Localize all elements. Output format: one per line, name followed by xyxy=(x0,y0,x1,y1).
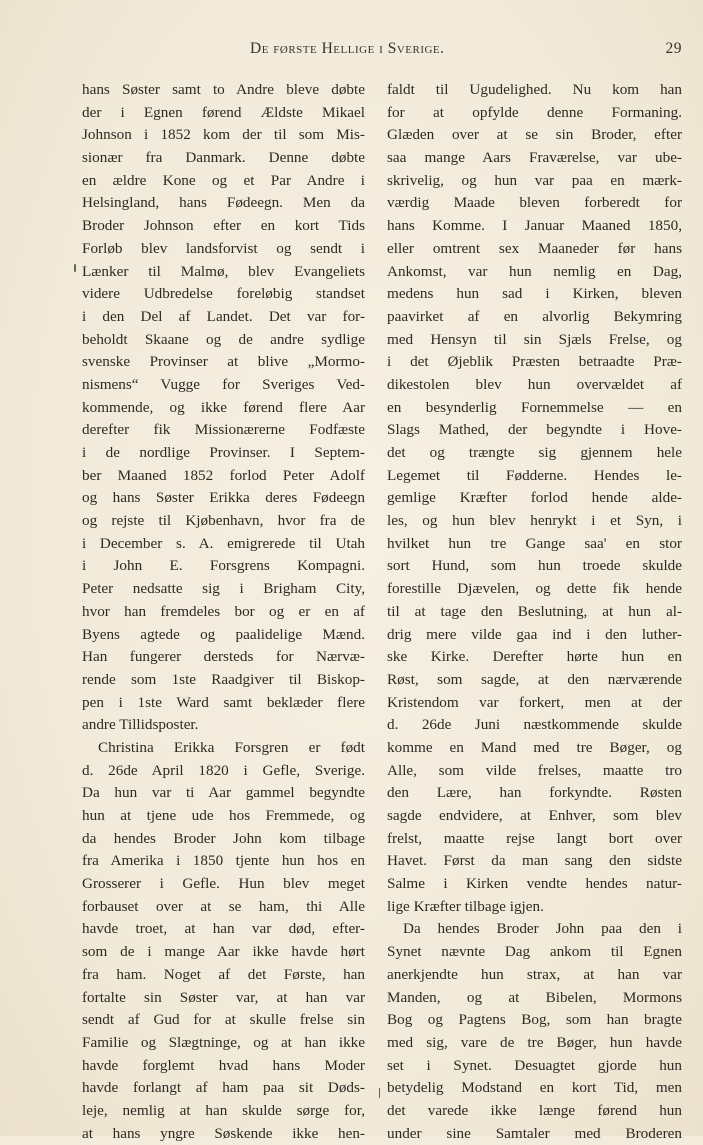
text-line: under sine Samtaler med Broderen xyxy=(387,1124,682,1142)
text-line: gemlige Kræfter forlod hende alde- xyxy=(387,489,682,507)
text-line: værdig Maade bleven forberedt for xyxy=(387,194,682,212)
text-line: og rejste til Kjøbenhavn, hvor fra de xyxy=(82,512,365,530)
margin-mark xyxy=(379,1088,380,1098)
text-line: les, og hun blev henrykt i et Syn, i xyxy=(387,512,682,530)
text-line: hvor han fremdeles bor og er en af xyxy=(82,602,365,620)
text-line: Slags Mathed, der begyndte i Hove- xyxy=(387,421,682,439)
text-line: frelst, maatte rejse langt bort over xyxy=(387,829,682,847)
text-line: dikestolen blev hun overvældet af xyxy=(387,375,682,393)
text-line: svenske Provinser at blive „Mormo- xyxy=(82,353,365,371)
text-line: hvilket hun tre Gange saa' en stor xyxy=(387,534,682,552)
text-line: en ældre Kone og et Par Andre i xyxy=(82,171,365,189)
text-line: pen i 1ste Ward samt beklæder flere xyxy=(82,693,365,711)
text-line: hans Søster samt to Andre bleve døbte xyxy=(82,81,365,98)
text-line: Havet. Først da man sang den sidste xyxy=(387,852,682,870)
text-line: med Hensyn til sin Sjæls Frelse, og xyxy=(387,330,682,348)
text-line: havde forlangt af ham paa sit Døds- xyxy=(82,1079,365,1097)
text-line: Johnson i 1852 kom der til som Mis- xyxy=(82,126,365,144)
text-line: Salme i Kirken vendte hendes natur- xyxy=(387,875,682,893)
text-line: der i Egnen førend Ældste Mikael xyxy=(82,103,365,121)
text-line: derefter fik Missionærerne Fodfæste xyxy=(82,421,365,439)
text-line: ske Kirke. Derefter hørte hun en xyxy=(387,648,682,666)
text-line: Røst, som sagde, at den nærværende xyxy=(387,670,682,688)
text-line: Han fungerer dersteds for Nærvæ- xyxy=(82,648,365,666)
text-line: set i Synet. Desuagtet gjorde hun xyxy=(387,1056,682,1074)
text-line: faldt til Ugudelighed. Nu kom han xyxy=(387,81,682,98)
text-line: havde troet, at han var død, efter- xyxy=(82,920,365,938)
text-line: sort Hund, som hun troede skulde xyxy=(387,557,682,575)
text-line: d. 26de Juni næstkommende skulde xyxy=(387,716,682,734)
text-line: Kristendom var forkert, men at der xyxy=(387,693,682,711)
page-number: 29 xyxy=(665,40,682,57)
text-line: hun at tjene ude hos Fremmede, og xyxy=(82,807,365,824)
text-line: leje, nemlig at han skulde sørge for, xyxy=(82,1101,365,1119)
text-line: skrivelig, og hun var paa en mærk- xyxy=(387,171,682,189)
text-line: Broder Johnson efter en kort Tids xyxy=(82,217,365,235)
text-line: betydelig Modstand en kort Tid, men xyxy=(387,1079,682,1097)
text-line: havde forglemt hvad hans Moder xyxy=(82,1056,365,1074)
text-line: kommende, og ikke førend flere Aar xyxy=(82,398,365,416)
text-line: i de nordlige Provinser. I Septem- xyxy=(82,444,365,461)
text-line: at hans yngre Søskende ikke hen- xyxy=(82,1124,365,1142)
text-line: paavirket af en alvorlig Bekymring xyxy=(387,307,682,325)
text-line: Alle, som vilde frelses, maatte tro xyxy=(387,761,682,779)
text-line: komme en Mand med tre Bøger, og xyxy=(387,738,682,756)
text-line: en besynderlig Fornemmelse — en xyxy=(387,398,682,416)
text-line: forestille Djævelen, og dette fik hende xyxy=(387,580,682,598)
text-line: saa mange Aars Fraværelse, var ube- xyxy=(387,149,682,167)
text-line: nismens“ Vugge for Sveriges Ved- xyxy=(82,375,365,393)
text-line: d. 26de April 1820 i Gefle, Sverige. xyxy=(82,761,365,779)
text-line: det varede ikke længe førend hun xyxy=(387,1101,682,1119)
right-text-column xyxy=(387,79,682,1145)
text-line: Glæden over at se sin Broder, efter xyxy=(387,126,682,144)
text-line: Grosserer i Gefle. Hun blev meget xyxy=(82,875,365,893)
text-line: den Lære, han forkyndte. Røsten xyxy=(387,784,682,802)
header-title: De første Hellige i Sverige. xyxy=(250,40,445,57)
text-line: Da hendes Broder John paa den i xyxy=(403,920,682,938)
text-line: som de i mange Aar ikke havde hørt xyxy=(82,943,365,961)
text-line: eller omtrent sex Maaneder før hans xyxy=(387,239,682,257)
text-line: forbauset over at se ham, thi Alle xyxy=(82,897,365,915)
text-line: Da hun var ti Aar gammel begyndte xyxy=(82,784,365,802)
text-line: sionær fra Danmark. Denne døbte xyxy=(82,149,365,167)
text-line: Synet nævnte Dag ankom til Egnen xyxy=(387,943,682,961)
text-line: i John E. Forsgrens Kompagni. xyxy=(82,557,365,575)
text-line: fra Amerika i 1850 tjente hun hos en xyxy=(82,852,365,870)
margin-mark xyxy=(74,264,76,272)
text-line: Helsingland, hans Fødeegn. Men da xyxy=(82,194,365,212)
running-header xyxy=(250,40,682,62)
text-line: drig mere vilde gaa ind i den luther- xyxy=(387,625,682,643)
text-line: i December s. A. emigrerede til Utah xyxy=(82,534,365,552)
text-line: det og trængte sig gjennem hele xyxy=(387,444,682,461)
text-line: med sig, vare de tre Bøger, hun havde xyxy=(387,1033,682,1051)
text-line: Familie og Slægtninge, og at han ikke xyxy=(82,1033,365,1051)
text-line: Forløb blev landsforvist og sendt i xyxy=(82,239,365,257)
text-line: Ankomst, var hun nemlig en Dag, xyxy=(387,262,682,280)
text-line: Christina Erikka Forsgren er født xyxy=(98,738,365,756)
text-line: rende som 1ste Raadgiver til Biskop- xyxy=(82,670,365,688)
text-line: medens hun sad i Kirken, bleven xyxy=(387,285,682,303)
text-line: Lænker til Malmø, blev Evangeliets xyxy=(82,262,365,280)
text-line: Peter nedsatte sig i Brigham City, xyxy=(82,580,365,598)
text-line: andre Tillidsposter. xyxy=(82,716,199,734)
text-line: Bog og Pagtens Bog, som han bragte xyxy=(387,1011,682,1029)
text-line: og hans Søster Erikka deres Fødeegn xyxy=(82,489,365,507)
text-line: Byens agtede og paalidelige Mænd. xyxy=(82,625,365,643)
text-line: lige Kræfter tilbage igjen. xyxy=(387,897,544,915)
text-line: anerkjendte hun strax, at han var xyxy=(387,965,682,983)
text-line: beholdt Skaane og de andre sydlige xyxy=(82,330,365,348)
text-line: Legemet til Fødderne. Hendes le- xyxy=(387,466,682,484)
text-line: hans Komme. I Januar Maaned 1850, xyxy=(387,217,682,235)
text-line: til at tage den Beslutning, at hun al- xyxy=(387,602,682,620)
text-line: fortalte sin Søster var, at han var xyxy=(82,988,365,1006)
text-line: for at opfylde denne Formaning. xyxy=(387,103,682,121)
text-line: sendt af Gud for at skulle frelse sin xyxy=(82,1011,365,1029)
text-line: ber Maaned 1852 forlod Peter Adolf xyxy=(82,466,365,484)
text-line: fra ham. Noget af det Første, han xyxy=(82,965,365,983)
text-line: i det Øjeblik Præsten betraadte Præ- xyxy=(387,353,682,371)
text-line: Manden, og at Bibelen, Mormons xyxy=(387,988,682,1006)
text-line: sagde endvidere, at Enhver, som blev xyxy=(387,807,682,824)
text-line: i den Del af Landet. Det var for- xyxy=(82,307,365,325)
text-line: da hendes Broder John kom tilbage xyxy=(82,829,365,847)
left-text-column xyxy=(82,79,365,1145)
text-line: videre Udbredelse foreløbig standset xyxy=(82,285,365,303)
